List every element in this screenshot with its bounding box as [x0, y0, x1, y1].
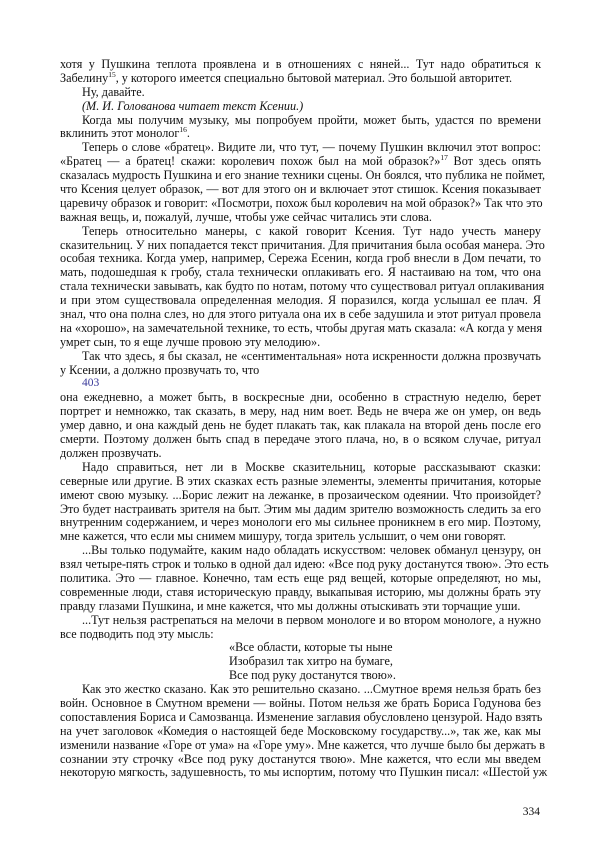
paragraph — [60, 543, 549, 613]
text-line: ...Тут нельзя растрепаться на мелочи в первом монологе и во втором монологе, а нужно — [82, 612, 541, 627]
text-line: Надо справиться, нет ли в Москве сказительниц, которые рассказывают сказки: — [82, 459, 541, 474]
text-line — [60, 69, 541, 86]
text-line: на «хорошо», на замечательной технике, то есть, чтобы другая мать сказала: «А когда у меня — [60, 320, 543, 335]
text-line: что Ксения целует образок, — вот для этого он и включает этот стишок. Ксения показывает — [60, 182, 541, 197]
text-line: хотя у Пушкина теплота проявлена и в отношениях с няней... Тут надо обратиться к — [60, 57, 541, 71]
text-line: знал, что она полна слез, но для этого ритуала она их в себе задушила и этот ритуал провела — [60, 307, 541, 322]
text-segment: вклинить этот монолог — [60, 126, 180, 141]
footnote-ref[interactable]: 16 — [179, 125, 187, 135]
paragraph — [60, 682, 548, 780]
text-line: «Все области, которые ты ныне — [229, 640, 393, 655]
footnote-ref[interactable]: 17 — [440, 153, 448, 163]
page-marker: 403 — [82, 377, 100, 390]
text-line: мне кажется, что если мы снимем мишуру, тогда зритель услышит, о чем они говорят. — [60, 529, 506, 544]
text-line: мать, подошедшая к гробу, стала технически оплакивать его. Я настаиваю на том, что она — [60, 265, 541, 280]
text-line: на учет заголовок «Комедия о настоящей беде Московскому государству...», так же, как мы — [60, 723, 541, 738]
text-line: сказалась мудрость Пушкина и его знание техники сцены. Он боялся, что публика не поймет, — [60, 168, 546, 183]
text-line: Это будет настраивать зрителя на быт. Этим мы дадим зрителю возможность следить за его — [60, 501, 541, 516]
text-line: царевичу образок и говорит: «Посмотри, похож был королевич на мой образок?» Так что это — [60, 195, 543, 210]
text-line: умрет сын, то я еще лучше провою эту мелодию». — [60, 334, 321, 349]
text-line: взял четыре-пять строк и только в одной дал идею: «Все под руку достанутся твою». Это есть — [60, 557, 549, 572]
paragraph — [60, 223, 545, 350]
verse-quote — [60, 641, 541, 683]
footnote-ref[interactable]: 15 — [108, 69, 116, 79]
paragraph — [60, 140, 546, 224]
document-body — [60, 57, 549, 780]
text-line: изменили название «Горе от ума» на «Горе уму». Мне кажется, что лучше было бы держать в — [60, 737, 546, 752]
text-line: Теперь относительно манеры, с какой говорит Ксения. Тут надо учесть манеру — [82, 223, 541, 238]
text-line: особая техника. Когда умер, например, Сережа Есенин, когда гроб внесли в Дом печати, то — [60, 251, 541, 266]
text-segment: . — [186, 126, 190, 141]
text-line: важная вещь, и, пожалуй, лучше, чтобы уже сейчас читались эти слова. — [60, 209, 432, 224]
text-line: северные или другие. В этих сказках есть разные элементы, элементы причитания, которые — [60, 473, 541, 488]
text-segment: «Братец — а братец! скажи: королевич похож был на мой образок?» — [60, 154, 441, 169]
text-line — [60, 155, 541, 169]
text-line: Все под руку достанутся твою». — [229, 668, 396, 683]
text-line: имеют свою музыку. ...Борис лежит на лежанке, в прозаическом одеянии. Что произойдет? — [60, 487, 541, 502]
paragraph — [60, 114, 541, 142]
text-segment: , у которого имеется специально бытовой материал. Это большой авторитет. — [115, 70, 513, 85]
text-line: должен прозвучать. — [60, 445, 162, 460]
text-line: Как это жестко сказано. Как это решительно сказано. ...Смутное время нельзя брать без — [82, 682, 541, 697]
text-line: правду глазами Пушкина, и мне кажется, что мы должны отыскивать эти торчащие уши. — [60, 598, 521, 613]
text-line: Так что здесь, я бы сказал, не «сентиментальная» нота искренности должна прозвучать — [82, 348, 541, 363]
text-line: стала технически завывать, как будто по нотам, потому что существовал ритуал оплакивания — [60, 279, 545, 294]
text-line: войн. Основное в Смутном времени — войны. Потом нельзя же брать Бориса Годунова без — [60, 695, 541, 710]
paragraph — [60, 86, 541, 100]
paragraph — [60, 350, 541, 378]
text-line: некоторую мягкость, задушевность, то мы испортим, потому что Пушкин писал: «Шестой уж — [60, 765, 548, 780]
text-line: политика. Это — главное. Конечно, там есть еще ряд вещей, которые определяют, но мы, — [60, 570, 541, 585]
text-line: Изобразил так хитро на бумаге, — [229, 654, 393, 669]
text-line: и при этом существовала определенная мелодия. Я поразился, когда услышал ее плач. Я — [60, 293, 541, 308]
paragraph — [60, 461, 541, 544]
paragraph — [60, 100, 541, 114]
paragraph — [60, 58, 541, 86]
text-line: (М. И. Голованова читает текст Ксении.) — [82, 98, 304, 113]
text-line: портрет и немножко, так сказать, в меру, над ним воет. Ведь не вчера же он умер, он ведь — [60, 404, 541, 419]
text-line: Когда мы получим музыку, мы попробуем пройти, может быть, удастся по времени — [82, 112, 541, 127]
text-line: сопоставления Бориса и Самозванца. Изменение заглавия обусловлено цензурой. Надо взять — [60, 709, 543, 724]
text-line: смерти. Поэтому должен быть спад в передаче этого плача, но, в о всяком случае, ритуал — [60, 432, 541, 447]
text-line: ...Вы только подумайте, каким надо обладать искусством: человек обманул цензуру, он — [82, 543, 541, 558]
text-line — [60, 127, 541, 141]
page-number: 334 — [522, 806, 540, 818]
text-line: все подводить под эту мысль: — [60, 626, 214, 641]
paragraph — [60, 614, 541, 642]
text-line: у Ксении, а должно прозвучать то, что — [60, 362, 260, 377]
text-line: сознании эту строчку «Все под руку достанутся твою». Мне кажется, что если мы введем — [60, 751, 541, 766]
text-line: Ну, давайте. — [82, 84, 145, 99]
text-line: сказительниц. У них попадается текст причитания. Для причитания была особая манера. Это — [60, 237, 545, 252]
text-segment: Забелину — [60, 70, 109, 85]
text-line: Теперь о слове «братец». Видите ли, что тут, — почему Пушкин включил этот вопрос: — [82, 140, 541, 155]
text-line: внутренним содержанием, и через монологи его мы сильнее проникнем в его мир. Поэтому, — [60, 515, 541, 530]
text-line: современные люди, ставя историческую правду, выкапывая историю, мы должны брать эту — [60, 584, 541, 599]
text-segment: Вот здесь опять — [447, 154, 541, 169]
text-line: умер давно, и она каждый день не будет плакать так, как плакала на второй день после его — [60, 418, 541, 433]
paragraph — [60, 391, 541, 460]
text-line: она ежедневно, а может быть, в воскресные дни, особенно в страстную неделю, берет — [60, 390, 541, 405]
